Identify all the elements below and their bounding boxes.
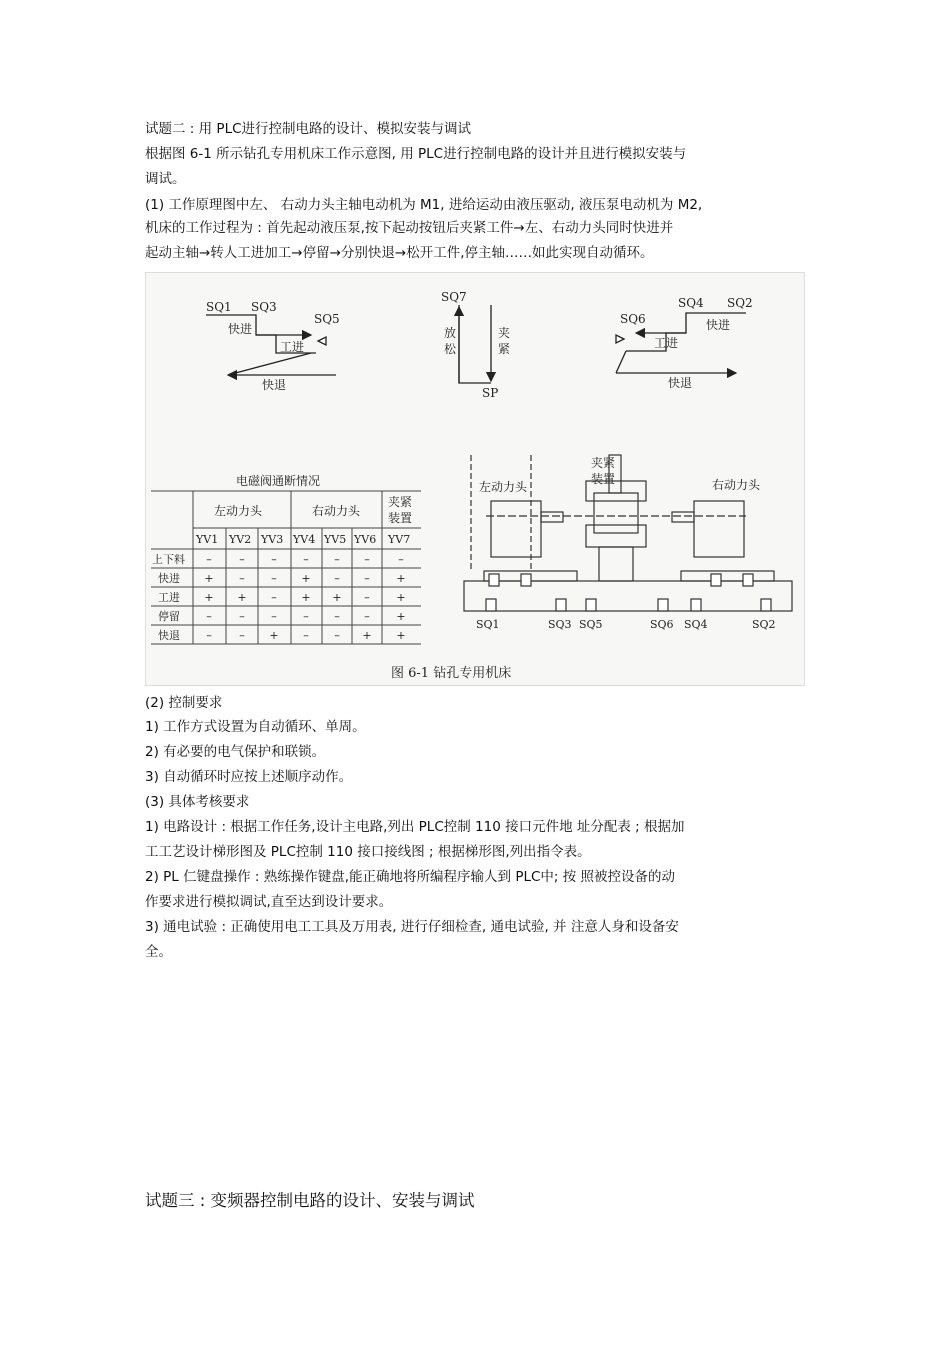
question-two-title: 试题二 : 用 PLC进行控制电路的设计、模拟安装与调试 (145, 121, 472, 137)
clamp-label-2: 紧 (498, 342, 511, 356)
table-cell: + (301, 572, 311, 585)
paragraph-line: (2) 控制要求 (145, 695, 223, 711)
paragraph-line: (3) 具体考核要求 (145, 794, 250, 810)
table-column-header: YV1 (196, 533, 219, 546)
clamp-diagram (459, 305, 491, 383)
paragraph-line: 作要求进行模拟调试,直至达到设计要求。 (145, 894, 393, 910)
paragraph-line: 全。 (145, 944, 172, 960)
table-cell: + (396, 572, 406, 585)
paragraph-line: 2) PL 仁键盘操作 : 熟练操作键盘,能正确地将所编程序输人到 PLC中; 按 照被控设备的动 (145, 869, 676, 885)
table-cell: – (334, 610, 340, 623)
machine-switch-label: SQ1 (476, 618, 500, 631)
table-cell: – (334, 572, 340, 585)
sq1-label: SQ1 (206, 300, 232, 314)
right-fast-in-label: 快进 (706, 318, 731, 332)
table-cell: – (239, 572, 245, 585)
table-cell: + (332, 591, 342, 604)
table-column-header: YV6 (354, 533, 377, 546)
table-cell: – (303, 629, 309, 642)
machine-switch-label: SQ3 (548, 618, 572, 631)
table-cell: – (271, 591, 277, 604)
table-cell: + (237, 591, 247, 604)
table-cell: + (301, 591, 311, 604)
right-head-label: 右动力头 (712, 478, 761, 492)
table-cell: + (204, 572, 214, 585)
table-cell: – (334, 629, 340, 642)
table-cell: + (269, 629, 279, 642)
table-cell: – (364, 572, 370, 585)
left-head-label: 左动力头 (479, 480, 528, 494)
left-fast-back-label: 快退 (262, 378, 287, 392)
table-cell: – (334, 553, 340, 566)
table-cell: – (398, 553, 404, 566)
clamp-device-label-2: 装置 (591, 472, 616, 486)
paragraph-line: 机床的工作过程为 : 首先起动液压泵,按下起动按钮后夹紧工件→左、右动力头同时快进并 (145, 220, 674, 236)
clamp-device-label-1: 夹紧 (591, 456, 616, 470)
table-group-clamp-2: 装置 (388, 511, 413, 525)
table-cell: + (396, 591, 406, 604)
table-cell: – (271, 572, 277, 585)
table-cell: – (271, 553, 277, 566)
table-column-header: YV7 (388, 533, 411, 546)
table-row-label: 上下料 (152, 553, 185, 566)
release-label-1: 放 (444, 326, 457, 340)
sq3-label: SQ3 (251, 300, 277, 314)
table-cell: – (239, 629, 245, 642)
table-cell: – (239, 610, 245, 623)
figure-caption: 图 6-1 钻孔专用机床 (391, 666, 512, 681)
paragraph-line: 调试。 (145, 171, 186, 187)
table-cell: – (206, 610, 212, 623)
table-cell: – (303, 610, 309, 623)
left-work-in-label: 工进 (280, 340, 305, 354)
table-cell: – (206, 553, 212, 566)
table-cell: – (239, 553, 245, 566)
machine-switch-label: SQ2 (752, 618, 776, 631)
table-cell: + (396, 629, 406, 642)
table-cell: + (396, 610, 406, 623)
machine-switch-label: SQ4 (684, 618, 708, 631)
clamp-label-1: 夹 (498, 326, 511, 340)
paragraph-line: 1) 工作方式设置为自动循环、单周。 (145, 719, 366, 735)
sq4-label: SQ4 (678, 296, 704, 310)
paragraph-line: 2) 有必要的电气保护和联锁。 (145, 744, 326, 760)
table-column-header: YV4 (293, 533, 316, 546)
table-group-clamp-1: 夹紧 (388, 495, 413, 509)
table-row-label: 快退 (158, 629, 180, 642)
sp-label: SP (482, 386, 499, 400)
paragraph-line: 根据图 6-1 所示钻孔专用机床工作示意图, 用 PLC进行控制电路的设计并且进行模拟安装与 (145, 146, 687, 162)
table-cell: – (303, 553, 309, 566)
paragraph-line: 3) 通电试验 : 正确使用电工工具及万用表, 进行仔细检查, 通电试验, 并 注意人身和设备安 (145, 919, 679, 935)
table-column-header: YV2 (229, 533, 252, 546)
table-cell: – (364, 591, 370, 604)
table-row-label: 工进 (158, 591, 180, 604)
sq5-label: SQ5 (314, 312, 340, 326)
table-cell: + (362, 629, 372, 642)
paragraph-line: 起动主轴→转人工进加工→停留→分别快退→松开工件,停主轴……如此实现自动循环。 (145, 245, 654, 261)
table-cell: – (271, 610, 277, 623)
table-cell: + (204, 591, 214, 604)
sq6-label: SQ6 (620, 312, 646, 326)
table-column-header: YV3 (261, 533, 284, 546)
valve-table-grid (151, 491, 421, 644)
machine-switch-label: SQ5 (579, 618, 603, 631)
table-cell: – (364, 610, 370, 623)
release-label-2: 松 (444, 342, 457, 356)
table-group-right: 右动力头 (312, 504, 361, 518)
table-column-header: YV5 (324, 533, 347, 546)
sq2-label: SQ2 (727, 296, 753, 310)
table-row-label: 停留 (158, 610, 180, 623)
table-group-left: 左动力头 (214, 504, 263, 518)
sq7-label: SQ7 (441, 290, 467, 304)
table-row-label: 快进 (158, 572, 180, 585)
right-work-in-label: 工进 (654, 336, 679, 350)
machine-switch-label: SQ6 (650, 618, 674, 631)
paragraph-line: 工工艺设计梯形图及 PLC控制 110 接口接线图 ; 根据梯形图,列出指令表。 (145, 844, 591, 860)
table-cell: – (206, 629, 212, 642)
paragraph-line: 1) 电路设计 : 根据工作任务,设计主电路,列出 PLC控制 110 接口元件地 址分配表 ; 根据加 (145, 819, 685, 835)
right-fast-back-label: 快退 (668, 376, 693, 390)
paragraph-line: 3) 自动循环时应按上述顺序动作。 (145, 769, 353, 785)
drilling-machine-figure (145, 272, 805, 686)
table-cell: – (364, 553, 370, 566)
paragraph-line: (1) 工作原理图中左、 右动力头主轴电动机为 M1, 进给运动由液压驱动, 液压泵电动机为 M2, (145, 197, 703, 213)
left-fast-in-label: 快进 (228, 322, 253, 336)
valve-table-title: 电磁阀通断情况 (236, 474, 321, 488)
question-three-title: 试题三 : 变频器控制电路的设计、安装与调试 (145, 1191, 475, 1210)
